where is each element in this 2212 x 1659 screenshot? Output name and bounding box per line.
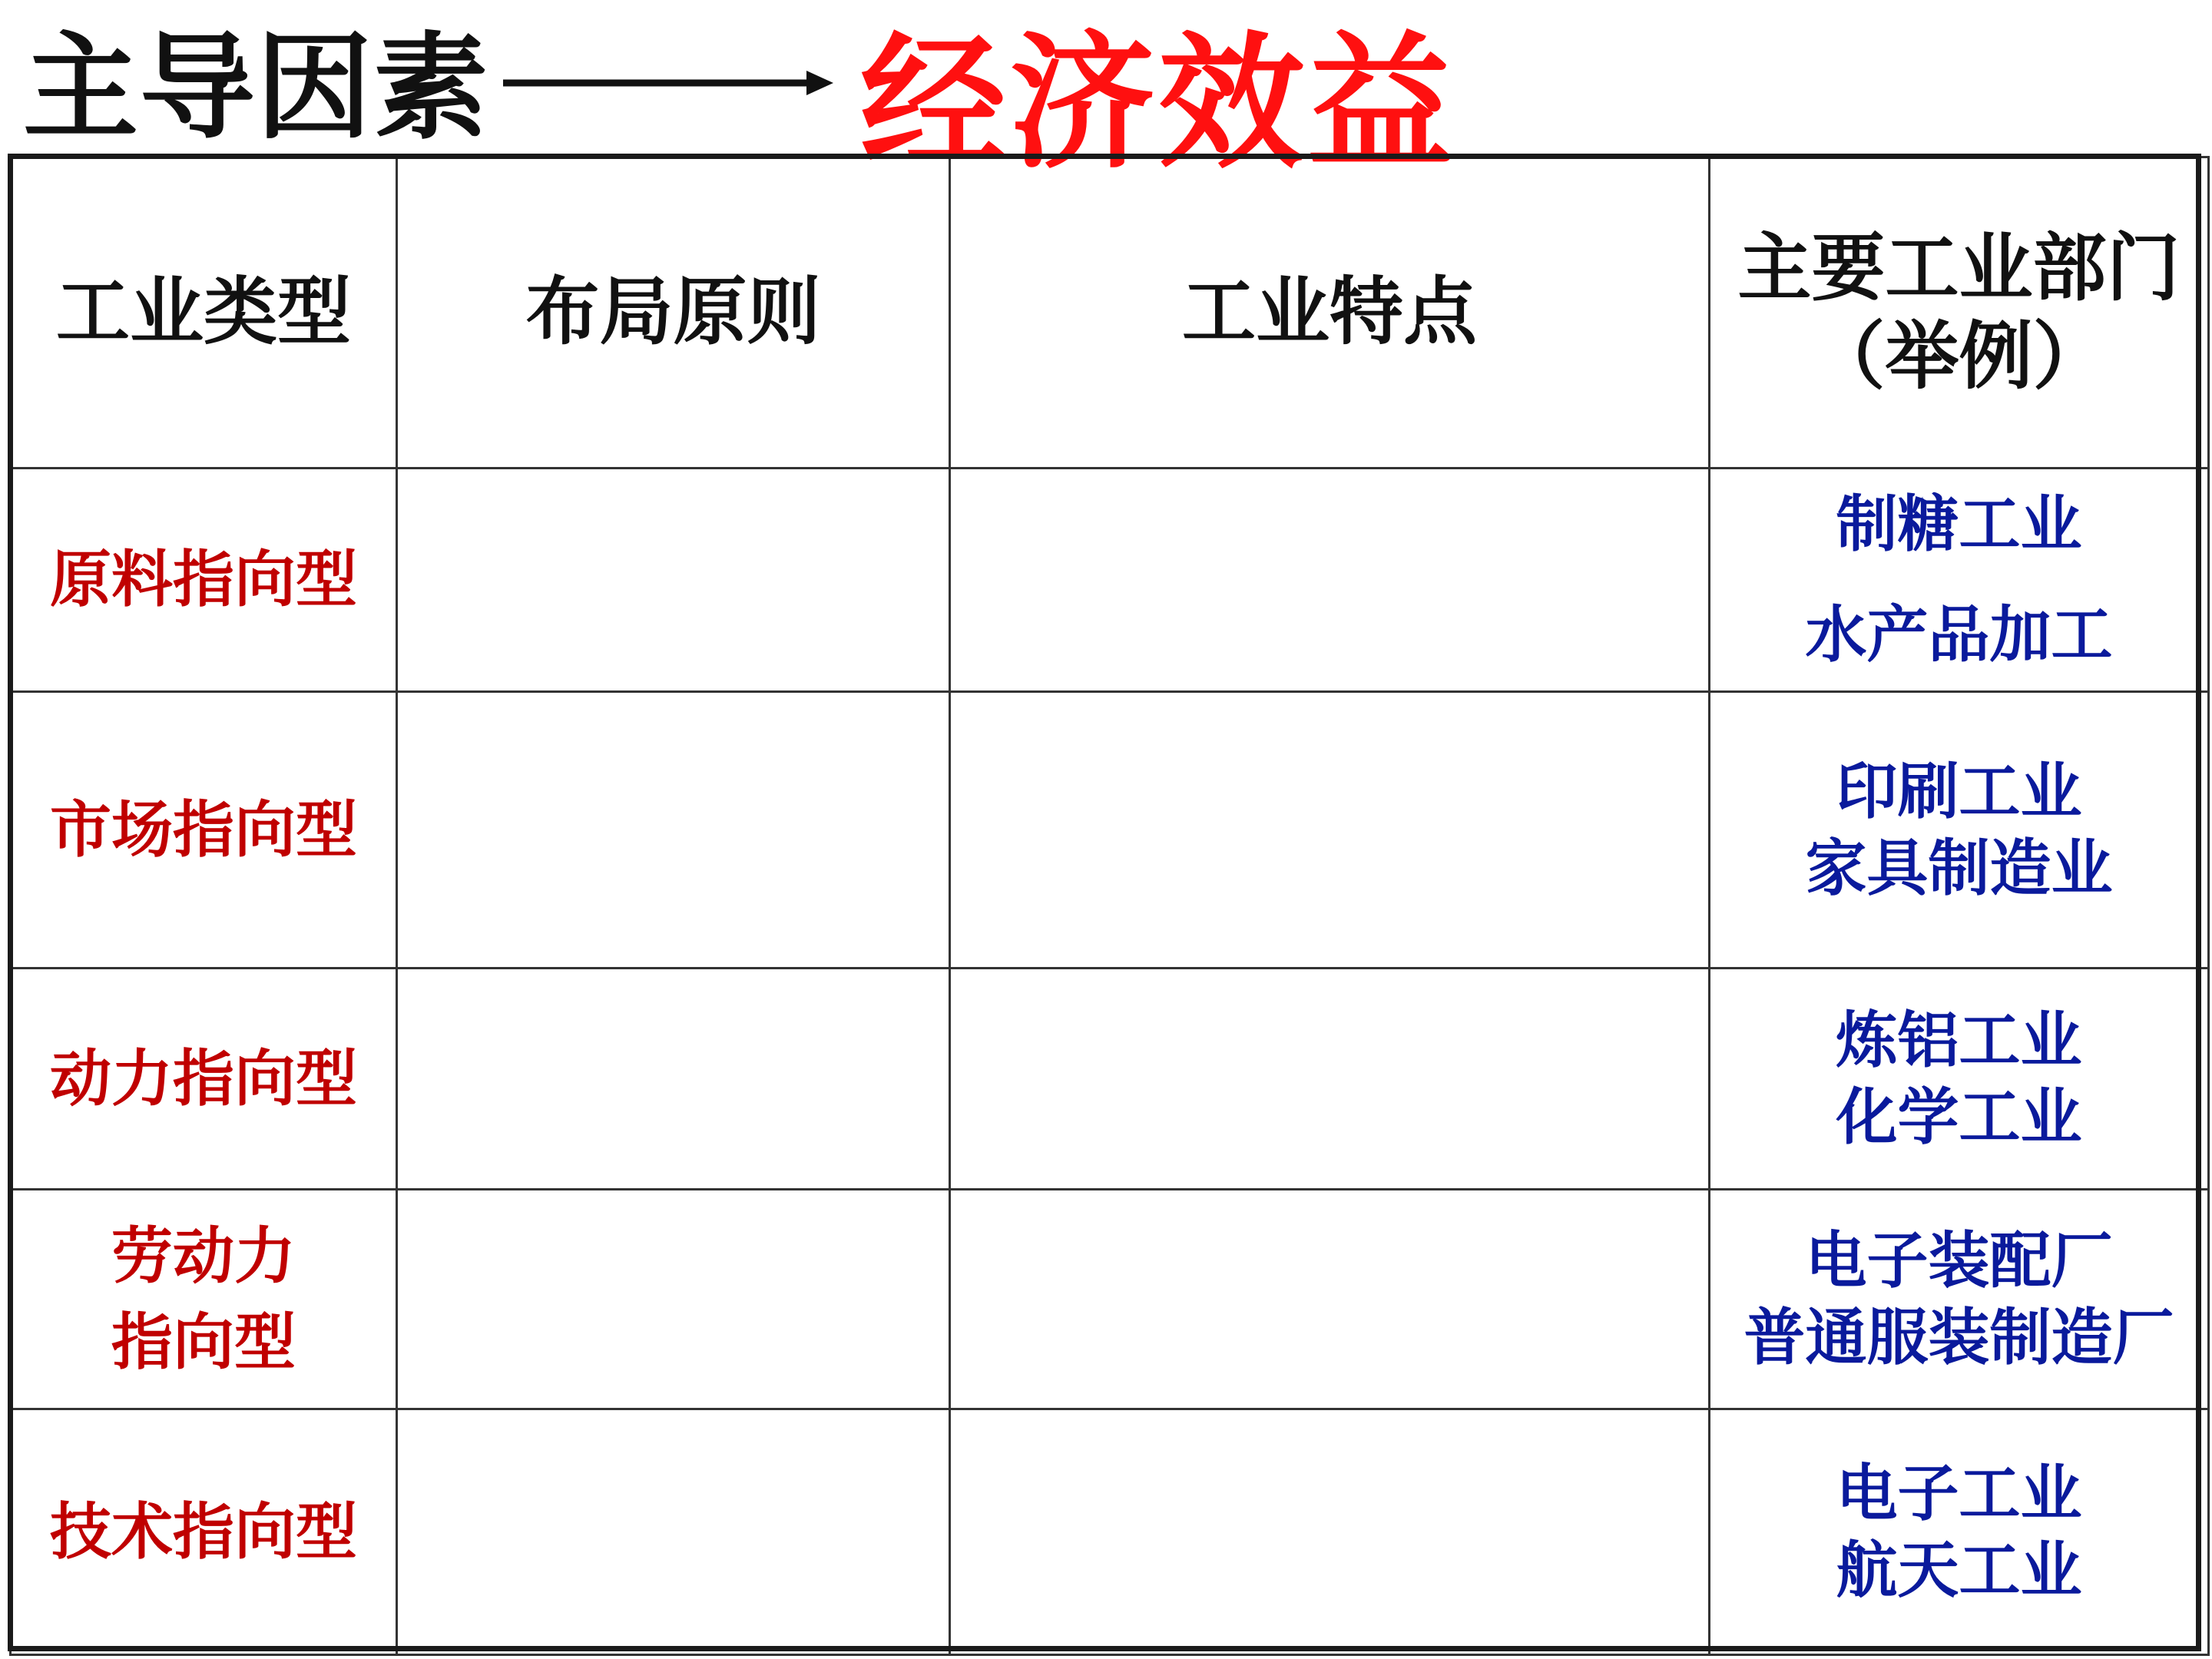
dominant-factor-label: 主导因素 xyxy=(23,22,491,155)
sector-example: 电子工业 xyxy=(1836,1457,2082,1529)
sector-examples-cell xyxy=(1710,969,2209,1190)
industry-location-table xyxy=(9,156,2210,1656)
column-header-industry-features: 工业特点 xyxy=(950,157,1710,469)
layout-principle-cell xyxy=(397,1409,950,1655)
industry-type-cell xyxy=(11,692,397,969)
column-header-layout-principle: 布局原则 xyxy=(397,157,950,469)
table-row xyxy=(11,469,2209,692)
sector-example: 家具制造业 xyxy=(1805,832,2113,904)
industry-type-label: 原料指向型 xyxy=(50,544,357,615)
industry-type-label: 市场指向型 xyxy=(50,793,357,866)
dominant-factor-value: 经济效益 xyxy=(860,18,1457,188)
industry-features-cell xyxy=(950,692,1710,969)
industry-features-cell xyxy=(950,969,1710,1190)
table-row xyxy=(11,1409,2209,1655)
sector-example: 印刷工业 xyxy=(1836,755,2082,827)
table-row xyxy=(11,1190,2209,1409)
sector-example: 制糖工业 xyxy=(1836,488,2082,560)
column-header-main-sectors xyxy=(1710,157,2209,469)
industry-type-cell xyxy=(11,469,397,692)
layout-principle-cell xyxy=(397,692,950,969)
sector-examples-cell xyxy=(1710,469,2209,692)
layout-principle-cell xyxy=(397,969,950,1190)
sector-example: 电子装配厂 xyxy=(1805,1224,2113,1296)
arrow-right-icon xyxy=(503,68,833,98)
table-row xyxy=(11,692,2209,969)
industry-type-label: 动力指向型 xyxy=(50,1042,357,1114)
layout-principle-cell xyxy=(397,1190,950,1409)
industry-type-label-line1: 劳动力 xyxy=(111,1220,296,1292)
sector-example: 炼铝工业 xyxy=(1836,1004,2082,1076)
industry-features-cell xyxy=(950,469,1710,692)
sector-example: 航天工业 xyxy=(1836,1534,2082,1606)
industry-type-cell xyxy=(11,1409,397,1655)
column-header-main-sectors-line1: 主要工业部门 xyxy=(1737,224,2181,311)
sector-example: 化学工业 xyxy=(1836,1081,2082,1153)
industry-features-cell xyxy=(950,1409,1710,1655)
industry-type-label: 技术指向型 xyxy=(50,1495,357,1568)
sector-examples-cell xyxy=(1710,1409,2209,1655)
column-header-main-sectors-line2: （举例） xyxy=(1811,313,2107,399)
layout-principle-cell xyxy=(397,469,950,692)
industry-features-cell xyxy=(950,1190,1710,1409)
industry-type-label-line2: 指向型 xyxy=(111,1306,296,1378)
industry-type-cell xyxy=(11,969,397,1190)
sector-example: 普通服装制造厂 xyxy=(1743,1301,2174,1373)
column-header-industry-type: 工业类型 xyxy=(11,157,397,469)
sector-example: 水产品加工 xyxy=(1805,599,2113,671)
table-row xyxy=(11,969,2209,1190)
table-header-row xyxy=(11,157,2209,469)
industry-type-cell xyxy=(11,1190,397,1409)
sector-examples-cell xyxy=(1710,692,2209,969)
sector-examples-cell xyxy=(1710,1190,2209,1409)
